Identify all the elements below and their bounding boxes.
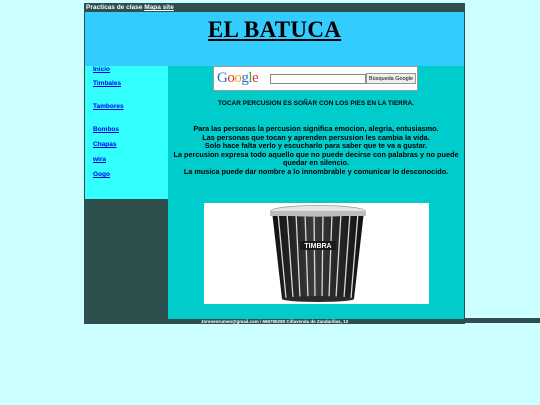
main-content — [168, 66, 464, 319]
nav-link-chapas[interactable]: Chapas — [93, 141, 117, 148]
google-search-button[interactable]: Búsqueda Google — [366, 73, 416, 84]
site-title[interactable]: EL BATUCA — [207, 17, 342, 42]
nav-link-bombos[interactable]: Bombos — [93, 126, 119, 133]
drum-brand-text: TIMBRA — [304, 243, 332, 250]
intro-paragraph — [168, 125, 464, 177]
mapa-site-link[interactable]: Mapa site — [144, 4, 174, 11]
sidebar-item-gogo — [93, 171, 110, 178]
sidebar-lower-panel — [85, 199, 168, 319]
nav-link-gogo[interactable]: Gogo — [93, 171, 110, 178]
google-search-input[interactable] — [270, 74, 366, 84]
drum-image — [204, 203, 429, 304]
footer-strip — [465, 318, 540, 323]
paragraph-line: La musica puede dar nombre a lo innombrable y comunicar lo desconocido. — [183, 166, 449, 176]
page-frame — [84, 3, 465, 324]
sidebar-item-tambores — [93, 103, 124, 110]
drum-illustration — [204, 203, 429, 304]
footer: Jorovenrumeo@gmail.com / 666795280 Ciñavenda de Zandarillas, 13 — [85, 319, 464, 324]
sidebar-item-wira — [93, 156, 106, 163]
paragraph-line: La percusion expresa todo aquello que no puede decirse con palabras y no puede quedar en silencio. — [173, 149, 459, 168]
sidebar — [85, 66, 168, 199]
site-header — [85, 12, 464, 66]
google-logo: Google — [217, 70, 259, 86]
nav-link-timbales[interactable]: Timbales — [93, 80, 122, 87]
paragraph-line: Solo hace falta verlo y escucharlo para saber que te va a gustar. — [204, 141, 428, 151]
tagline: TOCAR PERCUSION ES SOÑAR CON LOS PIES EN LA TIERRA. — [217, 100, 415, 107]
sidebar-item-timbales — [93, 80, 121, 87]
paragraph-line: Las personas que tocan y aprenden persusion les cambia la vida. — [202, 132, 430, 142]
sidebar-item-inicio — [93, 66, 110, 73]
paragraph-line: Para las personas la percusion significa emocion, alegria, entusiasmo. — [193, 124, 439, 133]
nav-link-inicio[interactable]: Inicio — [93, 66, 110, 73]
nav-link-wira[interactable]: wira — [93, 156, 107, 163]
google-search-widget — [213, 66, 418, 91]
sidebar-item-bombos — [93, 126, 119, 133]
top-bar — [85, 4, 465, 12]
nav-link-tambores[interactable]: Tambores — [93, 103, 124, 110]
practicas-label: Practicas de clase — [86, 4, 143, 11]
sidebar-item-chapas — [93, 141, 116, 148]
